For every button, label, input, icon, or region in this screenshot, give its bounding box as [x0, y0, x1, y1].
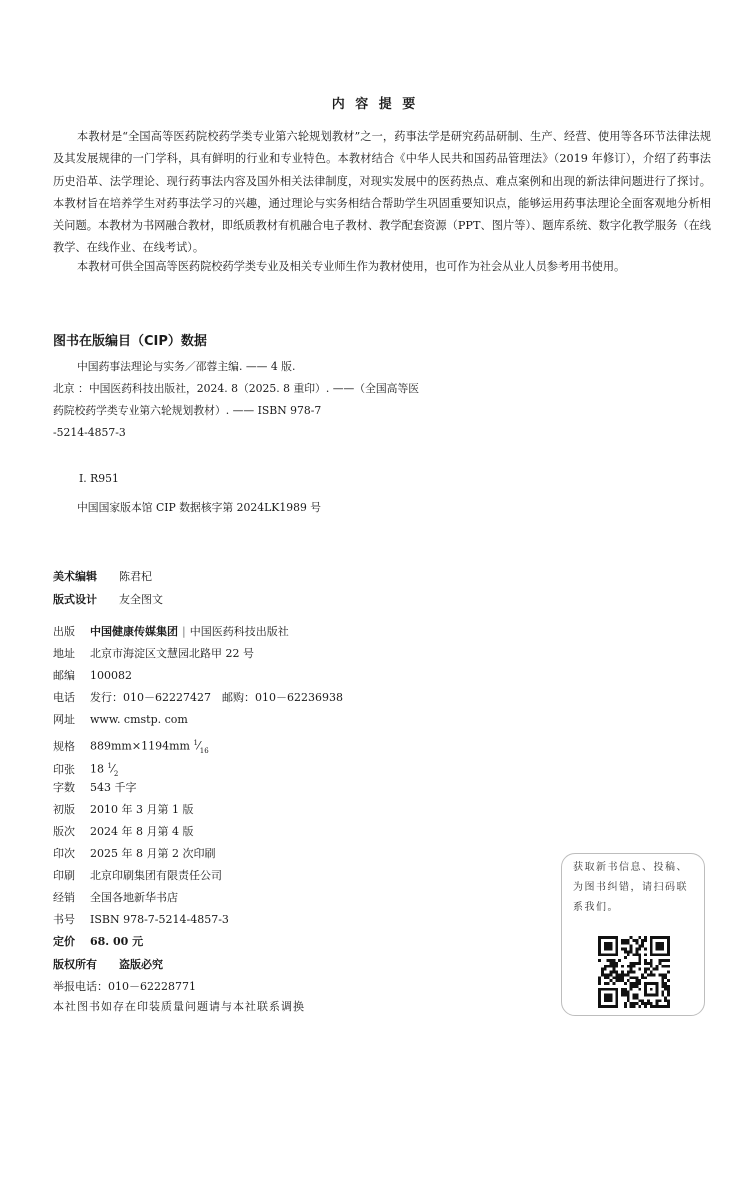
cip-title: 图书在版编目（CIP）数据: [53, 334, 207, 349]
postcode-label: 邮编: [53, 669, 75, 682]
rights-value: 盗版必究: [119, 958, 163, 971]
first-edition-label: 初版: [53, 803, 75, 816]
fraction-slash: ⁄: [111, 762, 114, 776]
edition-label: 版次: [53, 825, 75, 838]
publisher-label: 出版: [53, 625, 75, 638]
price-label: 定价: [53, 935, 75, 948]
printing-label: 印次: [53, 847, 75, 860]
printer-value: 北京印刷集团有限责任公司: [90, 869, 222, 882]
quality-note: 本社图书如存在印装质量问题请与本社联系调换: [53, 1000, 305, 1013]
printer-label: 印刷: [53, 869, 75, 882]
phone-row: [53, 687, 343, 709]
address-value: 北京市海淀区文慧园北路甲 22 号: [90, 647, 254, 660]
sheets-row: [53, 755, 118, 777]
first-edition-value: 2010 年 3 月第 1 版: [90, 803, 194, 816]
format-fraction-numerator: 1: [193, 739, 198, 747]
summary-paragraph-1: 本教材是“全国高等医药院校药学类专业第六轮规划教材”之一，药事法学是研究药品研制、生产、经营、使用等各环节法律法规及其发展规律的一门学科，具有鲜明的行业和专业特色。本教材结合《中华人民共和国药品管理法》（2019 年修订），介绍了药事法历史沿革、法学理论、现行药事法内容及国外相关法律制度，对现实发展中的医药热点、难点案例和出现的新法律问题进行了探讨。本教材旨在培养学生对药事法学习的兴趣，通过理论与实务相结合帮助学生巩固重要知识点，能够运用药事法理论全面客观地分析相关问题。本教材为书网融合教材，即纸质教材有机融合电子教材、教学配套资源（PPT、图片等）、题库系统、数字化教学服务（在线教学、在线作业、在线考试）。: [53, 130, 711, 255]
postcode-value: 100082: [90, 669, 132, 682]
fraction-slash: ⁄: [197, 739, 200, 753]
qr-panel-text: 获取新书信息、投稿、为图书纠错，请扫码联系我们。: [573, 862, 688, 913]
sheets-fraction-denominator: 2: [113, 769, 119, 778]
sheets-value: 18: [90, 762, 104, 776]
distributor-value: 全国各地新华书店: [90, 891, 178, 904]
summary-paragraph-2: 本教材可供全国高等医药院校药学类专业及相关专业师生作为教材使用，也可作为社会从业人员参考用书使用。: [77, 260, 626, 273]
isbn-value: ISBN 978-7-5214-4857-3: [90, 913, 229, 926]
phone-value: 发行：010－62227427 邮购：010－62236938: [90, 691, 343, 704]
rights-row: [53, 954, 163, 976]
cip-line-1: 中国药事法理论与实务／邵蓉主编. —— 4 版.: [77, 360, 296, 373]
isbn-label: 书号: [53, 913, 75, 926]
website-value: www. cmstp. com: [90, 713, 188, 726]
qr-code-icon[interactable]: [598, 936, 670, 1008]
layout-designer-row: [53, 589, 163, 611]
layout-designer-label: 版式设计: [53, 593, 97, 606]
edition-row: [53, 821, 193, 843]
publisher-group: 中国健康传媒集团: [90, 625, 178, 638]
address-row: [53, 643, 254, 665]
postcode-row: [53, 665, 132, 687]
art-editor-label: 美术编辑: [53, 570, 97, 583]
price-row: [53, 931, 143, 953]
format-fraction-denominator: 16: [199, 746, 209, 755]
printer-row: [53, 865, 222, 887]
cip-line-3: 药院校药学类专业第六轮规划教材）. —— ISBN 978-7: [53, 404, 322, 417]
distributor-label: 经销: [53, 891, 75, 904]
summary-title: 内 容 提 要: [331, 97, 419, 112]
report-value: 010－62228771: [108, 980, 196, 993]
address-label: 地址: [53, 647, 75, 660]
format-value: 889mm×1194mm: [90, 739, 190, 753]
report-row: [53, 976, 196, 998]
cip-line-4: -5214-4857-3: [53, 426, 126, 439]
report-label: 举报电话：: [53, 980, 108, 993]
format-row: [53, 732, 209, 754]
isbn-row: [53, 909, 229, 931]
cip-verification: 中国国家版本馆 CIP 数据核字第 2024LK1989 号: [77, 501, 322, 514]
edition-value: 2024 年 8 月第 4 版: [90, 825, 194, 838]
cip-classification: Ⅰ. R951: [79, 472, 119, 485]
rights-label: 版权所有: [53, 958, 97, 971]
cip-line-2: 北京 ：中国医药科技出版社，2024. 8（2025. 8 重印）. ——（全国高等医: [53, 382, 420, 395]
format-label: 规格: [53, 739, 75, 753]
qr-panel: [561, 853, 705, 1016]
publisher-name: 中国医药科技出版社: [189, 625, 289, 638]
printing-value: 2025 年 8 月第 2 次印刷: [90, 847, 216, 860]
first-edition-row: [53, 799, 193, 821]
art-editor-row: [53, 566, 152, 588]
publisher-separator: |: [182, 625, 186, 638]
publisher-row: [53, 621, 289, 643]
website-row: [53, 709, 188, 731]
words-label: 字数: [53, 781, 75, 794]
layout-designer-value: 友全图文: [119, 593, 163, 606]
price-value: 68. 00 元: [90, 935, 144, 948]
words-value: 543 千字: [90, 781, 137, 794]
words-row: [53, 777, 137, 799]
phone-label: 电话: [53, 691, 75, 704]
distributor-row: [53, 887, 178, 909]
art-editor-value: 陈君杞: [119, 570, 152, 583]
sheets-label: 印张: [53, 762, 75, 776]
printing-row: [53, 843, 215, 865]
sheets-fraction-numerator: 1: [107, 762, 112, 770]
website-label: 网址: [53, 713, 75, 726]
